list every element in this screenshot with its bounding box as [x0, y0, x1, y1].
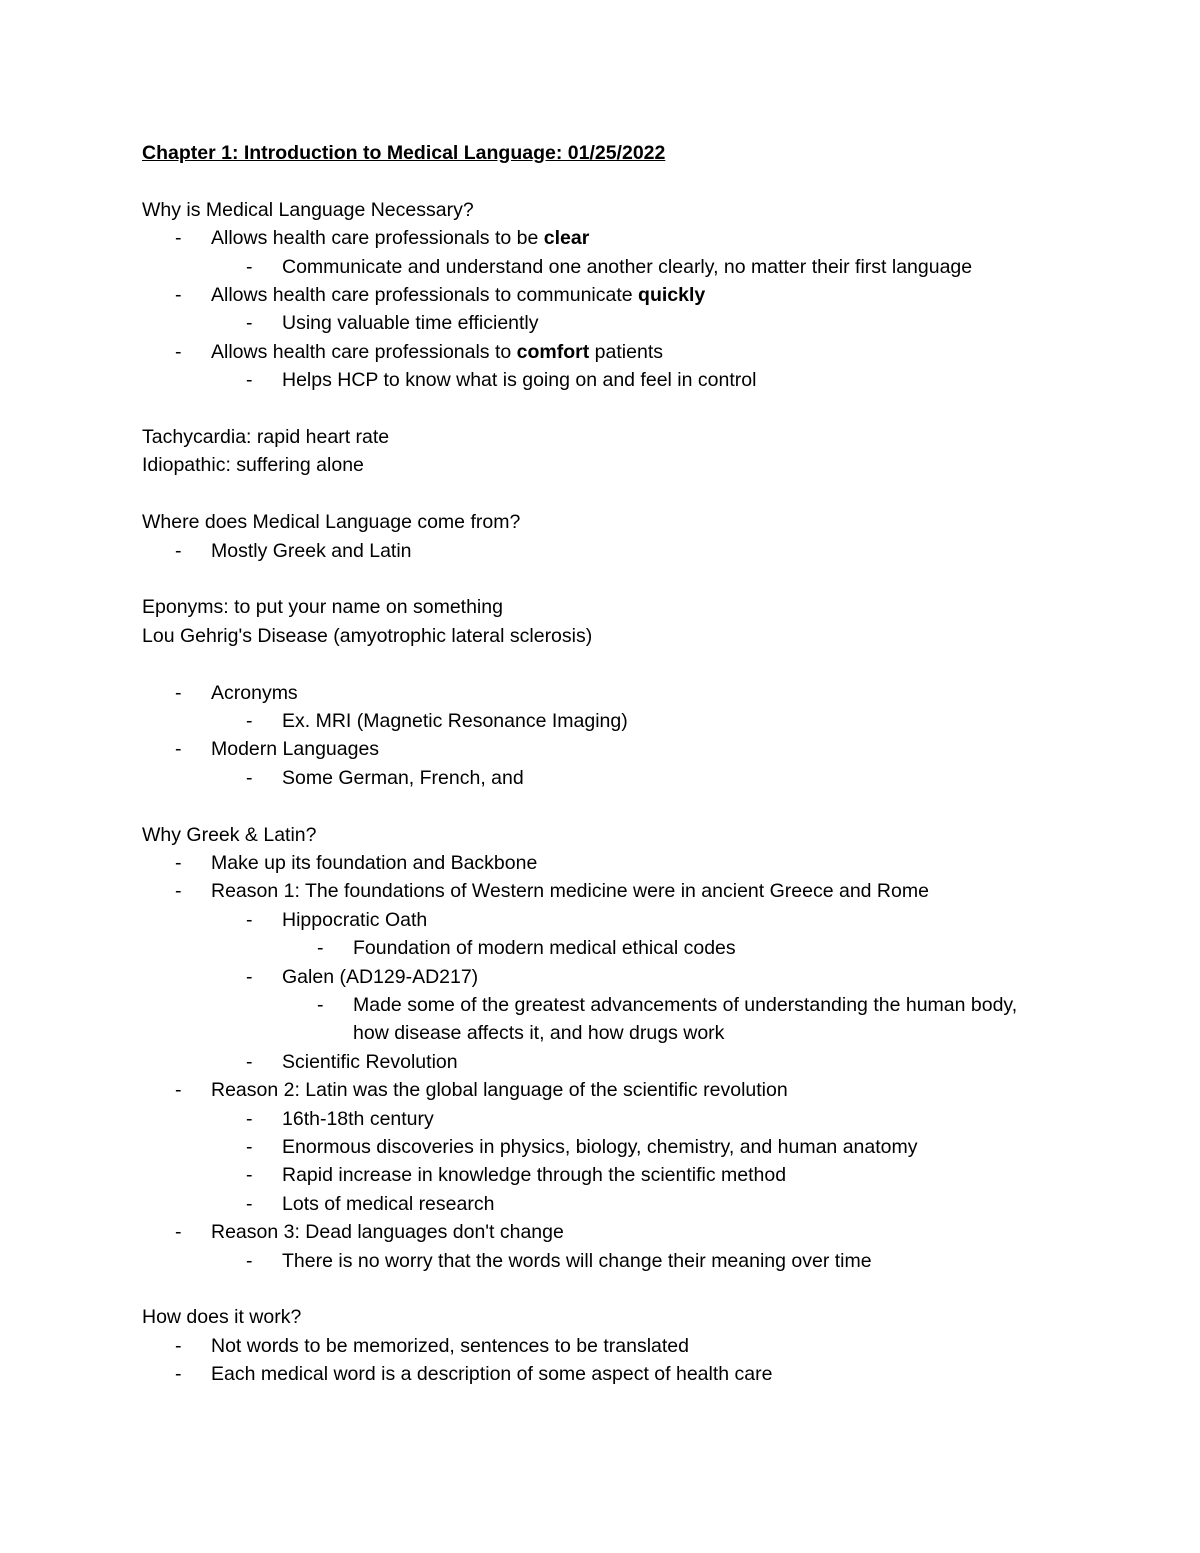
section-heading-origin: Where does Medical Language come from?	[142, 511, 521, 534]
bullet-dash: -	[175, 1221, 182, 1244]
bullet-dash: -	[246, 965, 253, 988]
list-item: - Reason 3: Dead languages don't change	[142, 1218, 1102, 1246]
bullet-dash: -	[175, 851, 182, 874]
eponym-line: Eponyms: to put your name on something	[142, 596, 503, 619]
section-heading-necessary: Why is Medical Language Necessary?	[142, 198, 474, 221]
term-line: Tachycardia: rapid heart rate	[142, 426, 390, 448]
bold-text: quickly	[638, 283, 706, 306]
bullet-dash: -	[175, 1363, 182, 1386]
section-heading-how: How does it work?	[142, 1306, 302, 1329]
bullet-dash: -	[175, 1334, 182, 1357]
bullet-dash: -	[246, 255, 253, 278]
blank-line	[142, 1275, 1102, 1303]
term-line: Idiopathic: suffering alone	[142, 454, 364, 477]
list-item: - Each medical word is a description of some aspect of health care	[142, 1360, 1102, 1388]
bullet-dash: -	[317, 993, 324, 1016]
list-item: - Galen (AD129-AD217)	[142, 963, 1102, 991]
list-item: - Rapid increase in knowledge through the scientific method	[142, 1161, 1102, 1189]
list-item: - Make up its foundation and Backbone	[142, 849, 1102, 877]
bullet-dash: -	[317, 937, 324, 960]
bullet-dash: -	[246, 1050, 253, 1073]
list-item: - Reason 1: The foundations of Western medicine were in ancient Greece and Rome	[142, 877, 1102, 905]
bullet-dash: -	[175, 539, 182, 562]
bullet-dash: -	[246, 709, 253, 732]
list-item: - Enormous discoveries in physics, biology, chemistry, and human anatomy	[142, 1133, 1102, 1161]
bullet-dash: -	[175, 283, 182, 306]
list-item: - Modern Languages	[142, 735, 1102, 763]
list-item: - Allows health care professionals to be clear	[142, 224, 1102, 252]
bullet-dash: -	[246, 1107, 253, 1130]
bullet-dash: -	[246, 369, 253, 392]
section-heading-greek-latin: Why Greek & Latin?	[142, 823, 317, 846]
bullet-dash: -	[175, 227, 182, 250]
list-item: - Allows health care professionals to comfort patients	[142, 338, 1102, 366]
bullet-dash: -	[246, 1164, 253, 1187]
list-item: - Acronyms	[142, 679, 1102, 707]
eponym-line: Lou Gehrig's Disease (amyotrophic lateral sclerosis)	[142, 624, 593, 647]
bullet-dash: -	[175, 880, 182, 903]
blank-line	[142, 565, 1102, 593]
blank-line	[142, 167, 1102, 195]
bullet-dash: -	[175, 738, 182, 761]
bullet-dash: -	[246, 1136, 253, 1158]
list-item: - Made some of the greatest advancements of understanding the human body, how disease affects it, and how drugs work	[142, 991, 1102, 1048]
bullet-dash: -	[246, 908, 253, 931]
list-item: - Some German, French, and	[142, 764, 1102, 792]
document-body	[142, 139, 1102, 1389]
bullet-dash: -	[175, 681, 182, 704]
blank-line	[142, 395, 1102, 423]
bullet-dash: -	[175, 340, 182, 363]
list-item: - Ex. MRI (Magnetic Resonance Imaging)	[142, 707, 1102, 735]
list-item: - Foundation of modern medical ethical codes	[142, 934, 1102, 962]
list-item: - Using valuable time efficiently	[142, 309, 1102, 337]
list-item: - 16th-18th century	[142, 1105, 1102, 1133]
blank-line	[142, 792, 1102, 820]
bullet-dash: -	[246, 766, 253, 789]
bullet-dash: -	[246, 312, 253, 335]
bullet-dash: -	[175, 1079, 182, 1102]
list-item: - Hippocratic Oath	[142, 906, 1102, 934]
list-item: - Not words to be memorized, sentences to be translated	[142, 1332, 1102, 1360]
list-item: - Lots of medical research	[142, 1190, 1102, 1218]
list-item: - Helps HCP to know what is going on and feel in control	[142, 366, 1102, 394]
list-item: - Mostly Greek and Latin	[142, 537, 1102, 565]
blank-line	[142, 650, 1102, 678]
list-item: - Scientific Revolution	[142, 1048, 1102, 1076]
list-item: - Communicate and understand one another clearly, no matter their first language	[142, 253, 1102, 281]
bold-text: comfort	[516, 340, 590, 363]
page-title: Chapter 1: Introduction to Medical Language: 01/25/2022	[142, 142, 666, 164]
bullet-dash: -	[246, 1192, 253, 1215]
list-item: - There is no worry that the words will change their meaning over time	[142, 1247, 1102, 1275]
bold-text: clear	[543, 227, 590, 250]
list-item: - Reason 2: Latin was the global language of the scientific revolution	[142, 1076, 1102, 1104]
list-item: - Allows health care professionals to communicate quickly	[142, 281, 1102, 309]
blank-line	[142, 480, 1102, 508]
bullet-dash: -	[246, 1249, 253, 1272]
